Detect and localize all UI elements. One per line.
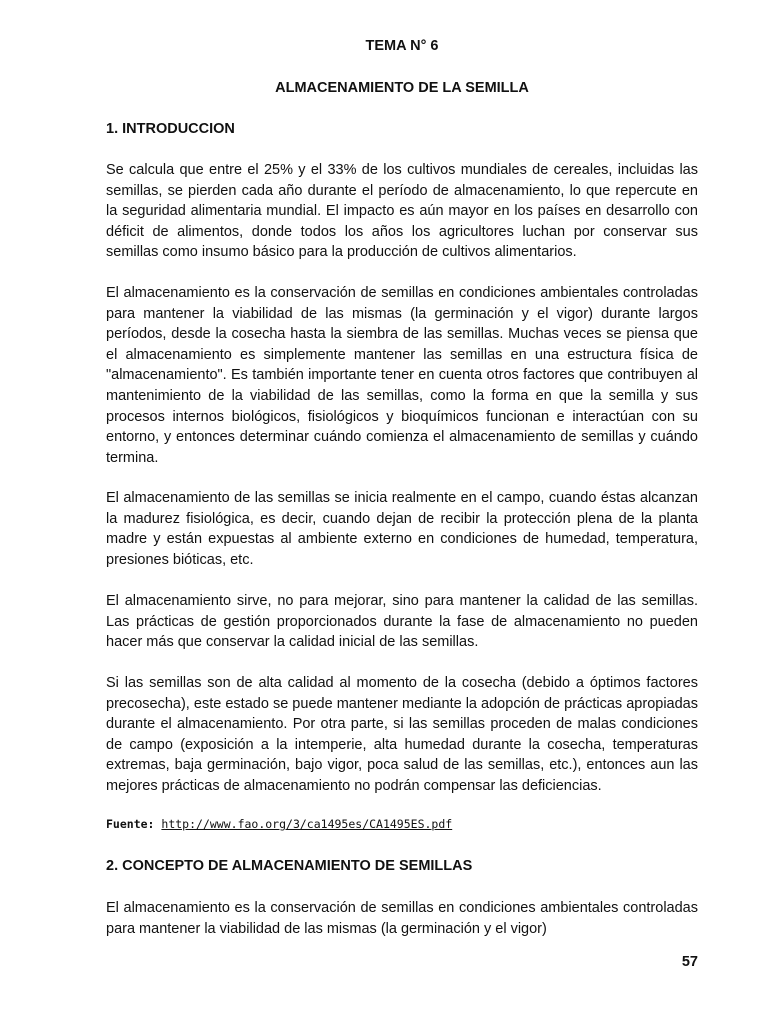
page-number: 57 xyxy=(681,954,698,970)
source-link[interactable]: http://www.fao.org/3/ca1495es/CA1495ES.pdf xyxy=(161,817,453,831)
paragraph: Se calcula que entre el 25% y el 33% de los cultivos mundiales de cereales, incluidas las semillas, se pierden cada año durante el período de almacenamiento, lo que repercute en la seguridad alimentaria mundial. El impacto es aún mayor en los países en desarrollo con déficit de alimentos, donde todos los años los agricultores luchan por conservar sus semillas como insumo básico para la producción de cultivos alimentarios. xyxy=(106,162,698,261)
section-heading-concepto: 2. CONCEPTO DE ALMACENAMIENTO DE SEMILLAS xyxy=(106,858,473,874)
source-label: Fuente: xyxy=(106,817,155,831)
section-heading-introduccion: 1. INTRODUCCION xyxy=(106,121,235,137)
paragraph: El almacenamiento es la conservación de semillas en condiciones ambientales controladas para mantener la viabilidad de las mismas (la germinación y el vigor) durante largos períodos, desde la cosecha hasta la siembra de las semillas. Muchas veces se piensa que el almacenamiento es simplemente mantener las semillas en una estructura física de "almacenamiento". Es también importante tener en cuenta otros factores que contribuyen al mantenimiento de la viabilidad de las semillas, como la forma en que la semilla y sus procesos internos biológicos, fisiológicos y bioquímicos funcionan e interactúan con su entorno, y entonces determinar cuándo comienza el almacenamiento de semillas y cuándo termina. xyxy=(106,285,698,466)
paragraph: Si las semillas son de alta calidad al momento de la cosecha (debido a óptimos factores precosecha), este estado se puede mantener mediante la adopción de prácticas apropiadas durante el almacenamiento. Por otra parte, si las semillas proceden de malas condiciones de campo (exposición a la intemperie, alta humedad durante la cosecha, temperaturas extremas, baja germinación, bajo vigor, poca salud de las semillas, etc.), entonces aun las mejores prácticas de almacenamiento no podrán compensar las deficiencias. xyxy=(106,675,698,794)
paragraph: El almacenamiento sirve, no para mejorar, sino para mantener la calidad de las semillas. Las prácticas de gestión proporcionados durante la fase de almacenamiento no pueden hacer más que conservar la calidad inicial de las semillas. xyxy=(106,593,698,651)
paragraph: El almacenamiento es la conservación de semillas en condiciones ambientales controladas para mantener la viabilidad de las mismas (la germinación y el vigor) xyxy=(106,900,698,937)
document-page xyxy=(106,0,698,1024)
page-title: ALMACENAMIENTO DE LA SEMILLA xyxy=(275,80,529,96)
paragraph: El almacenamiento de las semillas se inicia realmente en el campo, cuando éstas alcanzan la madurez fisiológica, es decir, cuando dejan de recibir la protección plena de la planta madre y están expuestas al ambiente externo en condiciones de humedad, temperatura, presiones bióticas, etc. xyxy=(106,490,698,568)
source-citation xyxy=(106,816,452,832)
topic-number: TEMA N° 6 xyxy=(365,38,439,54)
